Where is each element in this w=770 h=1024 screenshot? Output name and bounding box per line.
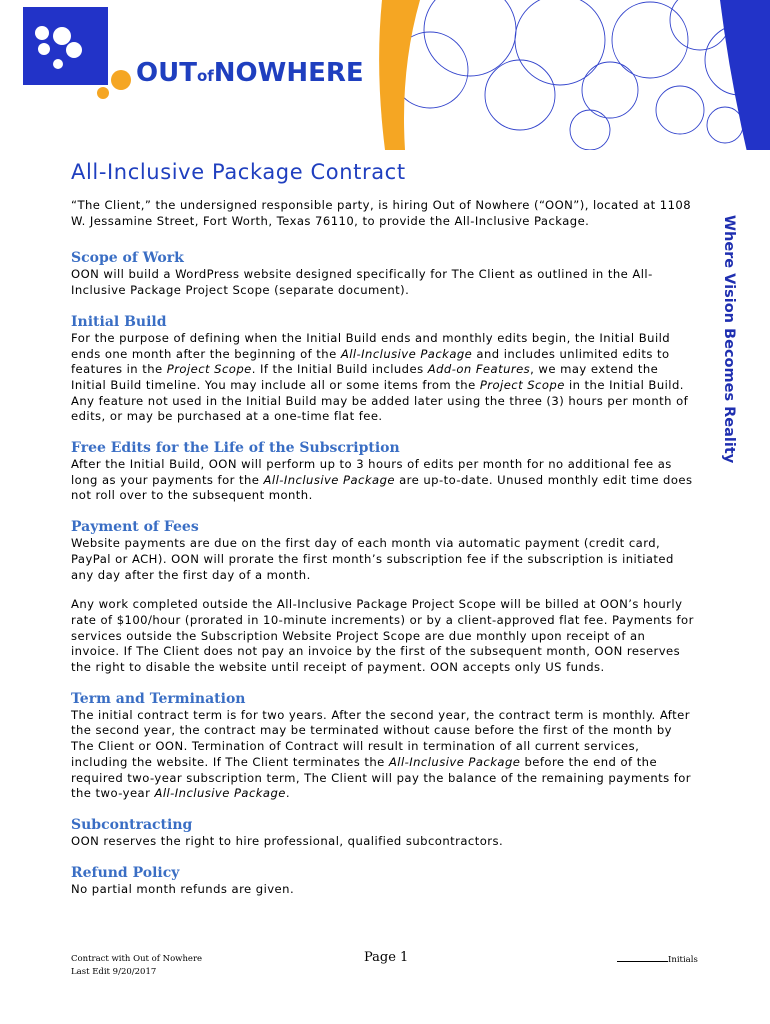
logo-orange-dot: [111, 70, 131, 90]
logo-wordmark: OUTofNOWHERE: [136, 58, 364, 88]
section-heading-subcontracting: Subcontracting: [71, 816, 193, 833]
section-heading-payment: Payment of Fees: [71, 519, 199, 536]
footer-last-edit: Last Edit 9/20/2017: [71, 967, 157, 977]
payment-paragraph-1: Website payments are due on the first day of each month via automatic payment (credit card, PayPal or ACH). OON will prorate the first month’s subscription fee if the subscription is initiated any day after the first day of a month.: [71, 536, 674, 582]
orange-arc: [379, 0, 420, 150]
logo-dot: [53, 27, 71, 45]
contract-body: [71, 160, 697, 897]
section-heading-initial-build: Initial Build: [71, 313, 167, 330]
intro-paragraph: “The Client,” the undersigned responsible party, is hiring Out of Nowhere (“OON”), located at 1108 W. Jessamine Street, Fort Worth, Texas 76110, to provide the All-Inclusive Package.: [71, 198, 692, 228]
free-edits-paragraph: After the Initial Build, OON will perform up to 3 hours of edits per month for no additional fee as long as your payments for the All-Inclusive Package are up-to-date. Unused monthly edit time does not roll over to the subsequent month.: [71, 457, 693, 503]
section-heading-scope: Scope of Work: [71, 250, 184, 267]
blue-corner-shape: [720, 0, 770, 150]
subcontracting-paragraph: OON reserves the right to hire professional, qualified subcontractors.: [71, 833, 504, 848]
logo-square: [23, 7, 108, 85]
logo-dot: [66, 42, 82, 58]
initial-build-paragraph: For the purpose of defining when the Initial Build ends and monthly edits begin, the Initial Build ends one month after the beginning of the All-Inclusive Package and includes unlimited edits to features in the Project Scope. If the Initial Build includes Add-on Features, we may extend the Initial Build timeline. You may include all or some items from the Project Scope in the Initial Build. Any feature not used in the Initial Build may be added later using the three (3) hours per month of edits, or may be purchased at a one-time flat fee.: [71, 330, 689, 424]
initials-blank-line[interactable]: [617, 953, 668, 962]
initials-label: Initials: [668, 955, 698, 965]
section-heading-term: Term and Termination: [71, 690, 246, 707]
logo-dot: [35, 26, 49, 40]
scope-paragraph: OON will build a WordPress website designed specifically for The Client as outlined in the All-Inclusive Package Project Scope (separate document).: [71, 267, 653, 298]
tagline: Where Vision Becomes Reality: [721, 215, 737, 464]
page-number: Page 1: [364, 950, 409, 965]
footer-contract-label: Contract with Out of Nowhere: [71, 954, 203, 964]
decorative-circles: [392, 0, 770, 150]
payment-paragraph-2: Any work completed outside the All-Inclusive Package Project Scope will be billed at OON’s hourly rate of $100/hour (prorated in 10-minute increments) or by a client-approved flat fee. Payments for services outside the Subscription Website Project Scope are due monthly upon receipt of an invoice. If The Client does not pay an invoice by the first of the subsequent month, OON reserves the right to disable the website until receipt of payment. OON accepts only US funds.: [71, 597, 694, 675]
term-paragraph: The initial contract term is for two years. After the second year, the contract term is monthly. After the second year, the contract may be terminated without cause before the first of the month by The Client or OON. Termination of Contract will result in termination of all current services, including the website. If The Client terminates the All-Inclusive Package before the end of the required two-year subscription term, The Client will pay the balance of the remaining payments for the two-year All-Inclusive Package.: [71, 707, 692, 801]
logo-orange-dot: [97, 87, 109, 99]
header-artwork: [0, 0, 770, 150]
page-title: All-Inclusive Package Contract: [71, 160, 406, 184]
logo-dot: [38, 43, 50, 55]
section-heading-free-edits: Free Edits for the Life of the Subscription: [71, 440, 400, 457]
initials-field[interactable]: [617, 953, 698, 965]
refund-paragraph: No partial month refunds are given.: [71, 881, 295, 896]
footer-left: [71, 953, 202, 979]
section-heading-refund: Refund Policy: [71, 864, 180, 881]
logo-dot: [53, 59, 63, 69]
